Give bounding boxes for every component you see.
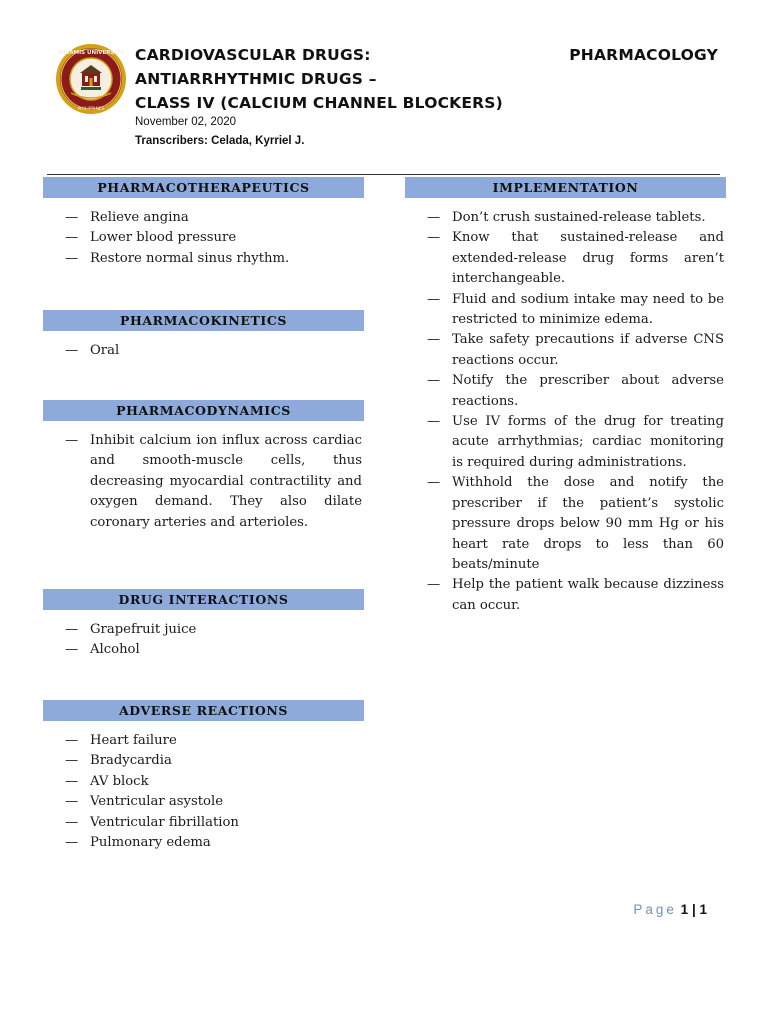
section-heading-pharmacotherapeutics: PHARMACOTHERAPEUTICS bbox=[43, 177, 364, 198]
list-item bbox=[427, 290, 724, 331]
dash-bullet: — bbox=[427, 414, 441, 430]
dash-bullet: — bbox=[427, 577, 441, 593]
pharmacotherapeutics-list bbox=[65, 208, 362, 269]
dash-bullet: — bbox=[427, 475, 441, 491]
list-item-text: Alcohol bbox=[90, 642, 140, 658]
lecture-date: November 02, 2020 bbox=[135, 116, 237, 128]
document-title-line-2: ANTIARRHYTHMIC DRUGS – bbox=[135, 70, 377, 88]
dash-bullet: — bbox=[65, 230, 79, 246]
list-item bbox=[65, 620, 362, 640]
dash-bullet: — bbox=[427, 230, 441, 246]
list-item bbox=[65, 772, 362, 792]
list-item-text: Don’t crush sustained-release tablets. bbox=[452, 210, 706, 225]
dash-bullet: — bbox=[427, 373, 441, 389]
list-item-text: Pulmonary edema bbox=[90, 835, 211, 851]
section-heading-adverse-reactions: ADVERSE REACTIONS bbox=[43, 700, 364, 721]
dash-bullet: — bbox=[65, 814, 79, 830]
pharmacodynamics-list bbox=[65, 431, 362, 533]
list-item-text: Ventricular asystole bbox=[90, 794, 223, 810]
list-item bbox=[65, 228, 362, 248]
list-item-text: Know that sustained-release and extended-release drug forms aren’t interchangeable. bbox=[452, 230, 724, 287]
transcribers-line: Transcribers: Celada, Kyrriel J. bbox=[135, 135, 305, 147]
list-item-text: Help the patient walk because dizziness can occur. bbox=[452, 577, 724, 613]
drug-interactions-list bbox=[65, 620, 362, 661]
list-item-text: Heart failure bbox=[90, 733, 177, 748]
subject-label: PHARMACOLOGY bbox=[569, 46, 718, 64]
list-item bbox=[65, 249, 362, 269]
list-item bbox=[427, 412, 724, 473]
list-item bbox=[65, 833, 362, 853]
list-item bbox=[427, 208, 724, 228]
adverse-reactions-list bbox=[65, 731, 362, 853]
page-word: Page bbox=[633, 902, 677, 917]
section-heading-pharmacokinetics: PHARMACOKINETICS bbox=[43, 310, 364, 331]
dash-bullet: — bbox=[65, 835, 79, 851]
list-item bbox=[65, 751, 362, 771]
page-separator: | bbox=[691, 902, 696, 917]
implementation-list bbox=[427, 208, 724, 616]
document-header bbox=[0, 0, 768, 180]
list-item bbox=[65, 341, 362, 361]
section-heading-pharmacodynamics: PHARMACODYNAMICS bbox=[43, 400, 364, 421]
dash-bullet: — bbox=[65, 794, 79, 810]
section-heading-implementation: IMPLEMENTATION bbox=[405, 177, 726, 198]
list-item-text: Restore normal sinus rhythm. bbox=[90, 250, 290, 266]
dash-bullet: — bbox=[65, 642, 79, 658]
dash-bullet: — bbox=[65, 250, 79, 266]
university-seal-logo bbox=[55, 43, 127, 115]
dash-bullet: — bbox=[65, 433, 79, 448]
list-item-text: Lower blood pressure bbox=[90, 230, 237, 246]
list-item-text: Ventricular fibrillation bbox=[90, 814, 239, 830]
svg-text:MISAMIS UNIVERSITY: MISAMIS UNIVERSITY bbox=[57, 50, 125, 56]
list-item bbox=[427, 371, 724, 412]
document-title-line-1: CARDIOVASCULAR DRUGS: bbox=[135, 46, 371, 64]
list-item-text: Bradycardia bbox=[90, 753, 172, 769]
svg-text:PHILIPPINES: PHILIPPINES bbox=[77, 107, 105, 112]
dash-bullet: — bbox=[65, 210, 79, 225]
list-item bbox=[427, 330, 724, 371]
list-item bbox=[427, 473, 724, 575]
pharmacokinetics-list bbox=[65, 341, 362, 361]
dash-bullet: — bbox=[65, 733, 79, 748]
list-item-text: Notify the prescriber about adverse reactions. bbox=[452, 373, 724, 409]
list-item-text: Inhibit calcium ion influx across cardiac and smooth-muscle cells, thus decreasing myocardial contractility and oxygen demand. They also dilate coronary arteries and arterioles. bbox=[90, 433, 362, 530]
list-item bbox=[65, 431, 362, 533]
list-item bbox=[427, 228, 724, 289]
document-title-line-3: CLASS IV (CALCIUM CHANNEL BLOCKERS) bbox=[135, 94, 503, 112]
list-item bbox=[65, 731, 362, 751]
list-item bbox=[65, 813, 362, 833]
list-item-text: Grapefruit juice bbox=[90, 622, 197, 637]
page-footer bbox=[633, 902, 707, 917]
header-divider bbox=[47, 174, 720, 175]
list-item-text: AV block bbox=[90, 773, 149, 789]
dash-bullet: — bbox=[427, 210, 441, 225]
list-item-text: Withhold the dose and notify the prescriber if the patient’s systolic pressure drops below 90 mm Hg or his heart rate drops to less than 60 beats/minute bbox=[452, 475, 724, 572]
list-item-text: Use IV forms of the drug for treating acute arrhythmias; cardiac monitoring is required during administrations. bbox=[452, 414, 724, 470]
dash-bullet: — bbox=[427, 291, 441, 307]
list-item bbox=[427, 575, 724, 616]
section-heading-drug-interactions: DRUG INTERACTIONS bbox=[43, 589, 364, 610]
page-total: 1 bbox=[699, 902, 707, 917]
list-item-text: Oral bbox=[90, 343, 120, 358]
dash-bullet: — bbox=[427, 332, 441, 348]
dash-bullet: — bbox=[65, 753, 79, 769]
list-item bbox=[65, 792, 362, 812]
dash-bullet: — bbox=[65, 343, 79, 358]
dash-bullet: — bbox=[65, 773, 79, 789]
list-item-text: Fluid and sodium intake may need to be restricted to minimize edema. bbox=[452, 291, 724, 328]
page-current: 1 bbox=[680, 902, 689, 917]
list-item bbox=[65, 208, 362, 228]
list-item-text: Relieve angina bbox=[90, 210, 189, 225]
dash-bullet: — bbox=[65, 622, 79, 637]
list-item bbox=[65, 640, 362, 660]
list-item-text: Take safety precautions if adverse CNS reactions occur. bbox=[452, 332, 724, 368]
